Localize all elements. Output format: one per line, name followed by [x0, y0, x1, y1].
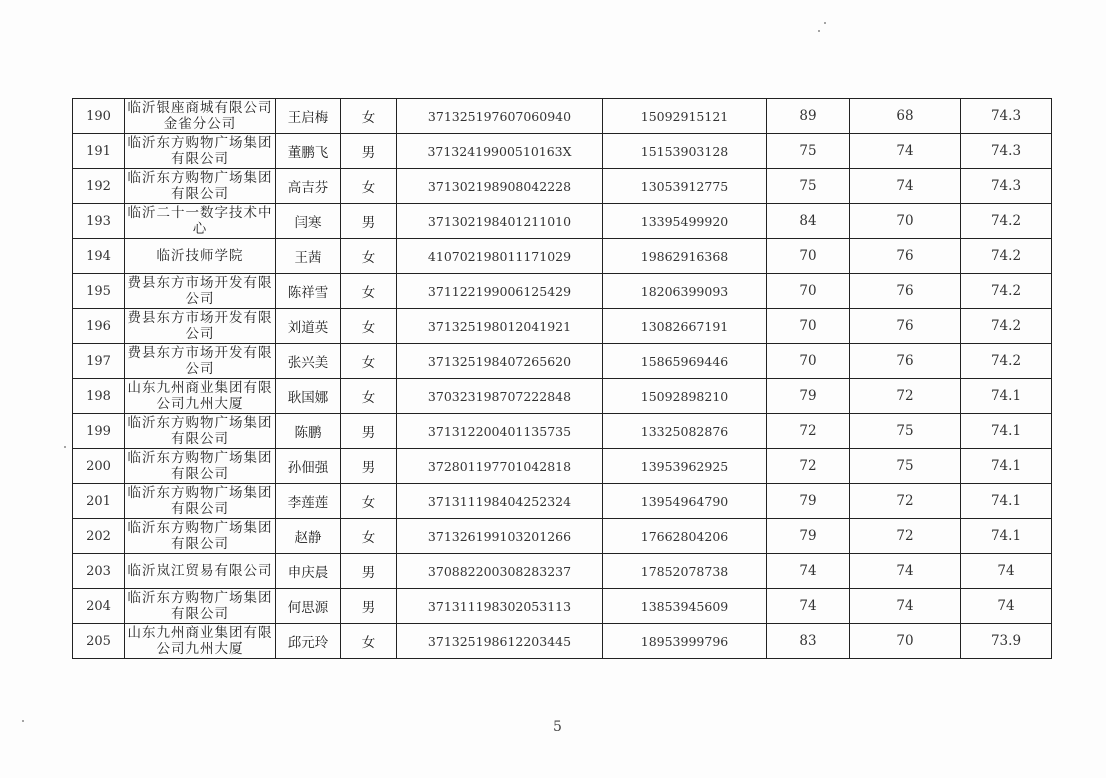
- organization-cell: 山东九州商业集团有限公司九州大厦: [125, 379, 276, 414]
- score-2-cell: 76: [850, 239, 961, 274]
- total-score-cell: 74.2: [961, 274, 1052, 309]
- row-number-cell: 203: [73, 554, 125, 589]
- table-row: [73, 309, 1052, 344]
- row-number-cell: 196: [73, 309, 125, 344]
- total-score-cell: 74.1: [961, 449, 1052, 484]
- total-score-cell: 74.2: [961, 239, 1052, 274]
- phone-cell: 13082667191: [603, 309, 767, 344]
- scan-speck: [22, 720, 24, 722]
- organization-cell: 临沂东方购物广场集团有限公司: [125, 519, 276, 554]
- total-score-cell: 74: [961, 589, 1052, 624]
- organization-cell: 山东九州商业集团有限公司九州大厦: [125, 624, 276, 659]
- name-cell: 耿国娜: [276, 379, 341, 414]
- organization-cell: 临沂岚江贸易有限公司: [125, 554, 276, 589]
- gender-cell: 男: [341, 414, 397, 449]
- table-row: [73, 449, 1052, 484]
- organization-cell: 临沂东方购物广场集团有限公司: [125, 484, 276, 519]
- table-row: [73, 414, 1052, 449]
- total-score-cell: 74.1: [961, 484, 1052, 519]
- table-row: [73, 204, 1052, 239]
- phone-cell: 13395499920: [603, 204, 767, 239]
- row-number-cell: 199: [73, 414, 125, 449]
- row-number-cell: 190: [73, 99, 125, 134]
- gender-cell: 女: [341, 624, 397, 659]
- gender-cell: 男: [341, 449, 397, 484]
- gender-cell: 女: [341, 519, 397, 554]
- score-1-cell: 70: [767, 344, 850, 379]
- total-score-cell: 74.1: [961, 379, 1052, 414]
- name-cell: 邱元玲: [276, 624, 341, 659]
- total-score-cell: 74.2: [961, 309, 1052, 344]
- phone-cell: 15092898210: [603, 379, 767, 414]
- phone-cell: 13325082876: [603, 414, 767, 449]
- gender-cell: 女: [341, 274, 397, 309]
- score-2-cell: 76: [850, 274, 961, 309]
- name-cell: 高吉芬: [276, 169, 341, 204]
- page-number: 5: [553, 719, 562, 735]
- phone-cell: 19862916368: [603, 239, 767, 274]
- id-number-cell: 370323198707222848: [397, 379, 603, 414]
- table-row: [73, 239, 1052, 274]
- score-1-cell: 70: [767, 274, 850, 309]
- table-row: [73, 169, 1052, 204]
- total-score-cell: 74.3: [961, 169, 1052, 204]
- id-number-cell: 410702198011171029: [397, 239, 603, 274]
- score-2-cell: 74: [850, 589, 961, 624]
- phone-cell: 15092915121: [603, 99, 767, 134]
- name-cell: 董鹏飞: [276, 134, 341, 169]
- score-2-cell: 72: [850, 519, 961, 554]
- name-cell: 李莲莲: [276, 484, 341, 519]
- gender-cell: 女: [341, 309, 397, 344]
- total-score-cell: 74.3: [961, 99, 1052, 134]
- name-cell: 陈祥雪: [276, 274, 341, 309]
- id-number-cell: 37132419900510163X: [397, 134, 603, 169]
- organization-cell: 费县东方市场开发有限公司: [125, 274, 276, 309]
- phone-cell: 15153903128: [603, 134, 767, 169]
- row-number-cell: 200: [73, 449, 125, 484]
- name-cell: 张兴美: [276, 344, 341, 379]
- score-2-cell: 75: [850, 414, 961, 449]
- scan-speck: [824, 22, 826, 24]
- id-number-cell: 371311198404252324: [397, 484, 603, 519]
- phone-cell: 15865969446: [603, 344, 767, 379]
- id-number-cell: 371325198612203445: [397, 624, 603, 659]
- id-number-cell: 371302198908042228: [397, 169, 603, 204]
- gender-cell: 女: [341, 379, 397, 414]
- score-2-cell: 76: [850, 309, 961, 344]
- id-number-cell: 371312200401135735: [397, 414, 603, 449]
- table-row: [73, 274, 1052, 309]
- score-1-cell: 89: [767, 99, 850, 134]
- phone-cell: 17852078738: [603, 554, 767, 589]
- row-number-cell: 204: [73, 589, 125, 624]
- score-1-cell: 83: [767, 624, 850, 659]
- name-cell: 王茜: [276, 239, 341, 274]
- score-2-cell: 70: [850, 204, 961, 239]
- score-1-cell: 72: [767, 414, 850, 449]
- phone-cell: 13053912775: [603, 169, 767, 204]
- gender-cell: 男: [341, 204, 397, 239]
- organization-cell: 临沂东方购物广场集团有限公司: [125, 589, 276, 624]
- organization-cell: 临沂东方购物广场集团有限公司: [125, 414, 276, 449]
- score-1-cell: 79: [767, 379, 850, 414]
- phone-cell: 13953962925: [603, 449, 767, 484]
- score-1-cell: 70: [767, 309, 850, 344]
- score-2-cell: 74: [850, 554, 961, 589]
- score-1-cell: 79: [767, 519, 850, 554]
- organization-cell: 临沂东方购物广场集团有限公司: [125, 134, 276, 169]
- table-row: [73, 99, 1052, 134]
- table-row: [73, 344, 1052, 379]
- organization-cell: 临沂东方购物广场集团有限公司: [125, 169, 276, 204]
- score-1-cell: 75: [767, 134, 850, 169]
- gender-cell: 男: [341, 589, 397, 624]
- score-2-cell: 72: [850, 484, 961, 519]
- id-number-cell: 372801197701042818: [397, 449, 603, 484]
- roster-table-body: [73, 99, 1052, 659]
- score-1-cell: 79: [767, 484, 850, 519]
- row-number-cell: 205: [73, 624, 125, 659]
- total-score-cell: 74.1: [961, 519, 1052, 554]
- gender-cell: 女: [341, 344, 397, 379]
- total-score-cell: 74: [961, 554, 1052, 589]
- score-1-cell: 75: [767, 169, 850, 204]
- score-2-cell: 70: [850, 624, 961, 659]
- row-number-cell: 191: [73, 134, 125, 169]
- name-cell: 申庆晨: [276, 554, 341, 589]
- organization-cell: 临沂银座商城有限公司金雀分公司: [125, 99, 276, 134]
- name-cell: 刘道英: [276, 309, 341, 344]
- scan-speck: [818, 30, 820, 32]
- score-2-cell: 76: [850, 344, 961, 379]
- organization-cell: 临沂东方购物广场集团有限公司: [125, 449, 276, 484]
- table-row: [73, 554, 1052, 589]
- scan-speck: [64, 446, 66, 448]
- score-1-cell: 74: [767, 554, 850, 589]
- table-row: [73, 624, 1052, 659]
- gender-cell: 男: [341, 134, 397, 169]
- organization-cell: 费县东方市场开发有限公司: [125, 344, 276, 379]
- phone-cell: 18953999796: [603, 624, 767, 659]
- row-number-cell: 201: [73, 484, 125, 519]
- row-number-cell: 195: [73, 274, 125, 309]
- total-score-cell: 74.2: [961, 344, 1052, 379]
- total-score-cell: 74.1: [961, 414, 1052, 449]
- organization-cell: 费县东方市场开发有限公司: [125, 309, 276, 344]
- gender-cell: 女: [341, 484, 397, 519]
- phone-cell: 18206399093: [603, 274, 767, 309]
- table-row: [73, 134, 1052, 169]
- score-1-cell: 70: [767, 239, 850, 274]
- id-number-cell: 371325198012041921: [397, 309, 603, 344]
- total-score-cell: 74.3: [961, 134, 1052, 169]
- row-number-cell: 193: [73, 204, 125, 239]
- phone-cell: 13853945609: [603, 589, 767, 624]
- organization-cell: 临沂技师学院: [125, 239, 276, 274]
- name-cell: 赵静: [276, 519, 341, 554]
- id-number-cell: 371325197607060940: [397, 99, 603, 134]
- roster-table: [72, 98, 1052, 659]
- gender-cell: 女: [341, 99, 397, 134]
- name-cell: 何思源: [276, 589, 341, 624]
- score-2-cell: 68: [850, 99, 961, 134]
- gender-cell: 女: [341, 169, 397, 204]
- table-row: [73, 484, 1052, 519]
- score-2-cell: 75: [850, 449, 961, 484]
- organization-cell: 临沂二十一数字技术中心: [125, 204, 276, 239]
- row-number-cell: 192: [73, 169, 125, 204]
- gender-cell: 女: [341, 239, 397, 274]
- id-number-cell: 371325198407265620: [397, 344, 603, 379]
- name-cell: 陈鹏: [276, 414, 341, 449]
- id-number-cell: 371122199006125429: [397, 274, 603, 309]
- row-number-cell: 194: [73, 239, 125, 274]
- table-row: [73, 379, 1052, 414]
- name-cell: 孙佃强: [276, 449, 341, 484]
- phone-cell: 17662804206: [603, 519, 767, 554]
- row-number-cell: 197: [73, 344, 125, 379]
- name-cell: 王启梅: [276, 99, 341, 134]
- table-row: [73, 589, 1052, 624]
- table-row: [73, 519, 1052, 554]
- row-number-cell: 202: [73, 519, 125, 554]
- id-number-cell: 370882200308283237: [397, 554, 603, 589]
- gender-cell: 男: [341, 554, 397, 589]
- score-2-cell: 74: [850, 134, 961, 169]
- score-2-cell: 72: [850, 379, 961, 414]
- phone-cell: 13954964790: [603, 484, 767, 519]
- total-score-cell: 74.2: [961, 204, 1052, 239]
- id-number-cell: 371302198401211010: [397, 204, 603, 239]
- name-cell: 闫寒: [276, 204, 341, 239]
- total-score-cell: 73.9: [961, 624, 1052, 659]
- score-1-cell: 74: [767, 589, 850, 624]
- score-1-cell: 72: [767, 449, 850, 484]
- id-number-cell: 371326199103201266: [397, 519, 603, 554]
- score-1-cell: 84: [767, 204, 850, 239]
- row-number-cell: 198: [73, 379, 125, 414]
- id-number-cell: 371311198302053113: [397, 589, 603, 624]
- score-2-cell: 74: [850, 169, 961, 204]
